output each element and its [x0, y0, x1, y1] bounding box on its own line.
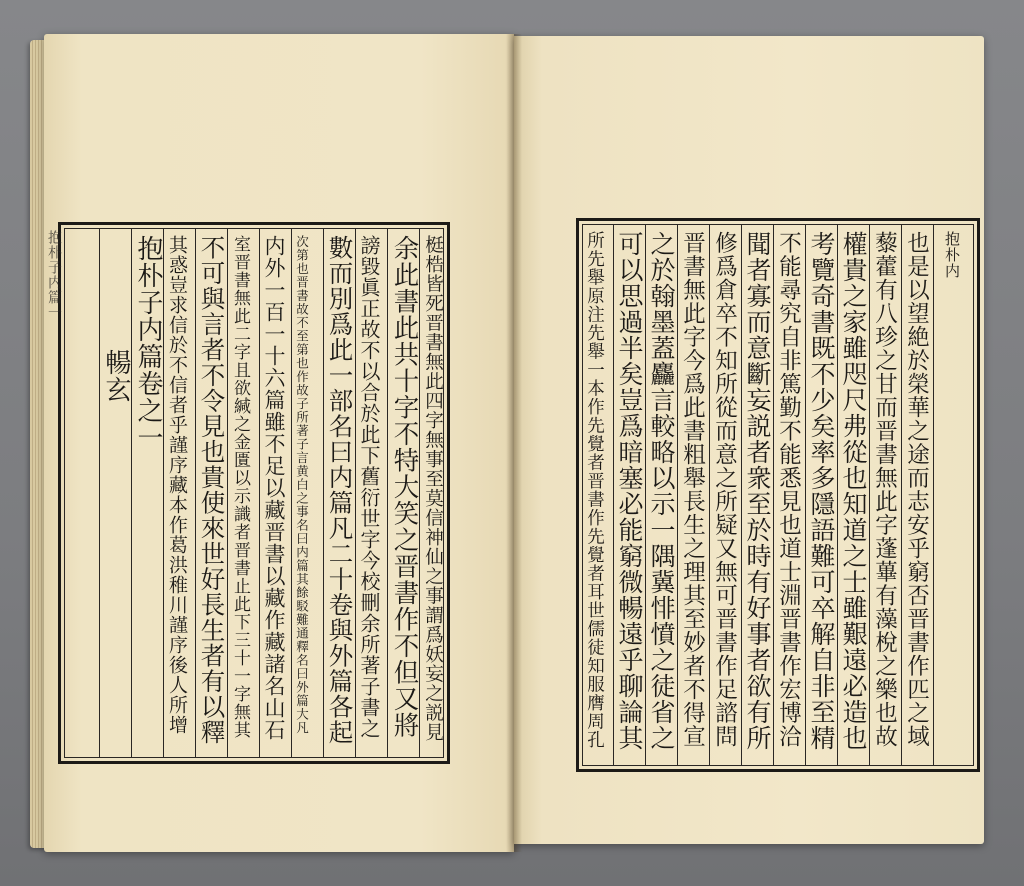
- left-inner-border: [64, 228, 444, 758]
- text-column: 梃梏皆死晋書無此四字無事至莫信神仙之事謂爲妖妄之説見: [422, 235, 444, 742]
- right-column: [805, 225, 838, 765]
- text-column: 次第也晋書故不至第也作故子所著子言黄白之事名曰内篇其餘駁難通釋名曰外篇大凡: [294, 235, 310, 735]
- left-column: [195, 229, 228, 757]
- left-column: [227, 229, 260, 757]
- text-column: 藜藿有八珍之甘而晋書無此字蓬蓽有藻梲之樂也故: [871, 231, 898, 748]
- text-column: 可以思過半矣豈爲暗塞必能窮微暢遠乎聊論其: [615, 231, 644, 751]
- left-column: [323, 229, 356, 757]
- right-text-frame: [576, 218, 980, 772]
- right-column: [741, 225, 774, 765]
- right-column: [645, 225, 678, 765]
- left-side-label: 抱朴子内篇一: [46, 230, 62, 320]
- right-side-label: 抱朴内: [943, 231, 961, 279]
- text-column: 修爲倉卒不知所從而意之所疑又無可晋書作足諮問: [711, 231, 738, 748]
- right-column: [837, 225, 870, 765]
- left-column: [387, 229, 420, 757]
- left-column: [99, 229, 132, 757]
- right-column: [677, 225, 710, 765]
- text-column: 室晋書無此二字且欲緘之金匱以示識者晋書止此下三十一字無其: [230, 235, 250, 739]
- text-column: 所先舉原注先舉一本作先覺者晋書作先覺者耳世儒徒知服膺周孔: [584, 231, 605, 749]
- right-column: [901, 225, 934, 765]
- right-column: [613, 225, 646, 765]
- text-column: 謗毀眞正故不以合於此下舊衍世字今校刪余所著子書之: [357, 235, 381, 739]
- right-column: [583, 225, 613, 765]
- text-column: 權貴之家雖咫尺弗從也知道之士雖艱遠必造也: [839, 231, 868, 751]
- text-column: 考覽奇書既不少矣率多隱語難可卒解自非至精: [807, 231, 836, 751]
- right-title-column: [933, 225, 978, 765]
- text-column: 晋書無此字今爲此書粗舉長生之理其至妙者不得宣: [679, 231, 706, 748]
- left-column: [419, 229, 452, 757]
- left-column: [355, 229, 388, 757]
- text-column: 内外一百一十六篇雖不足以藏晋書以藏作藏諸名山石: [262, 235, 286, 741]
- left-blank-column: [65, 229, 99, 757]
- left-column: [131, 229, 164, 757]
- chapter-title: 抱朴子内篇卷之一: [133, 235, 163, 451]
- text-column: 數而別爲此一部名曰内篇凡二十卷與外篇各起: [325, 235, 355, 745]
- left-column: [163, 229, 196, 757]
- left-column: [259, 229, 292, 757]
- left-text-frame: [58, 222, 450, 764]
- text-column: 不可與言者不令見也貴使來世好長生者有以釋: [197, 235, 227, 745]
- right-column: [709, 225, 742, 765]
- text-column: 不能尋究自非篤勤不能悉見也道士淵晋書作宏博洽: [775, 231, 802, 748]
- section-title: 暢玄: [101, 349, 131, 403]
- text-column: 其惑豈求信於不信者乎謹序藏本作葛洪稚川謹序後人所增: [166, 235, 188, 735]
- text-column: 之於翰墨蓋麤言較略以示一隅冀悱憤之徒省之: [647, 231, 676, 751]
- text-column: 也是以望絶於榮華之途而志安乎窮否晋書作匹之域: [903, 231, 930, 748]
- left-column: [291, 229, 324, 757]
- text-column: 余此書此共十字不特大笑之晋書作不但又將: [389, 235, 420, 739]
- right-column: [773, 225, 806, 765]
- text-column: 聞者寡而意斷妄説者衆至於時有好事者欲有所: [743, 231, 772, 751]
- book-gutter: [506, 34, 522, 852]
- right-column: [869, 225, 902, 765]
- right-inner-border: [582, 224, 974, 766]
